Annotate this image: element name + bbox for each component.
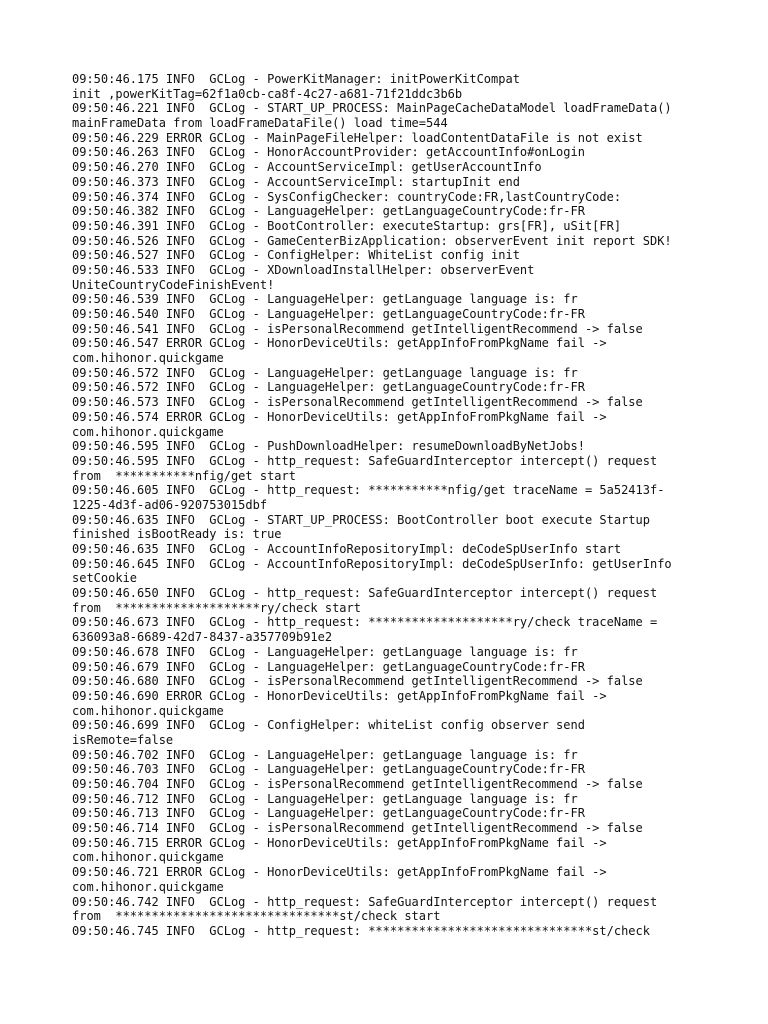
log-line: 09:50:46.574 ERROR GCLog - HonorDeviceUtils: getAppInfoFromPkgName fail -> <box>72 409 607 424</box>
log-line: 09:50:46.712 INFO GCLog - LanguageHelper: getLanguage language is: fr <box>72 791 578 806</box>
log-line: 09:50:46.702 INFO GCLog - LanguageHelper: getLanguage language is: fr <box>72 747 578 762</box>
log-line: 09:50:46.690 ERROR GCLog - HonorDeviceUtils: getAppInfoFromPkgName fail -> <box>72 688 607 703</box>
log-line: com.hihonor.quickgame <box>72 703 224 718</box>
log-line: 09:50:46.374 INFO GCLog - SysConfigChecker: countryCode:FR,lastCountryCode: <box>72 189 622 204</box>
log-line: 09:50:46.263 INFO GCLog - HonorAccountProvider: getAccountInfo#onLogin <box>72 145 585 160</box>
log-line: from ***********nfig/get start <box>72 468 296 483</box>
log-line: 09:50:46.673 INFO GCLog - http_request: ********************ry/check traceName = <box>72 615 658 630</box>
log-line: 09:50:46.572 INFO GCLog - LanguageHelper: getLanguage language is: fr <box>72 365 578 380</box>
log-line: 09:50:46.745 INFO GCLog - http_request: *******************************st/check <box>72 923 650 938</box>
log-line: 09:50:46.221 INFO GCLog - START_UP_PROCESS: MainPageCacheDataModel loadFrameData() <box>72 101 672 116</box>
log-line: com.hihonor.quickgame <box>72 424 224 439</box>
log-line: 09:50:46.595 INFO GCLog - http_request: SafeGuardInterceptor intercept() request <box>72 453 658 468</box>
log-line: 09:50:46.713 INFO GCLog - LanguageHelper: getLanguageCountryCode:fr-FR <box>72 806 585 821</box>
log-line: 09:50:46.391 INFO GCLog - BootController: executeStartup: grs[FR], uSit[FR] <box>72 218 622 233</box>
log-line: from ********************ry/check start <box>72 600 361 615</box>
log-line: 09:50:46.595 INFO GCLog - PushDownloadHelper: resumeDownloadByNetJobs! <box>72 439 585 454</box>
log-line: 09:50:46.270 INFO GCLog - AccountServiceImpl: getUserAccountInfo <box>72 160 542 175</box>
log-line: 09:50:46.715 ERROR GCLog - HonorDeviceUtils: getAppInfoFromPkgName fail -> <box>72 835 607 850</box>
log-line: 09:50:46.382 INFO GCLog - LanguageHelper: getLanguageCountryCode:fr-FR <box>72 204 585 219</box>
log-line: 09:50:46.703 INFO GCLog - LanguageHelper: getLanguageCountryCode:fr-FR <box>72 762 585 777</box>
log-line: com.hihonor.quickgame <box>72 879 224 894</box>
log-line: 09:50:46.573 INFO GCLog - isPersonalRecommend getIntelligentRecommend -> false <box>72 395 643 410</box>
log-line: 09:50:46.704 INFO GCLog - isPersonalRecommend getIntelligentRecommend -> false <box>72 777 643 791</box>
log-line: UniteCountryCodeFinishEvent! <box>72 277 275 292</box>
log-line: 09:50:46.175 INFO GCLog - PowerKitManager: initPowerKitCompat <box>72 72 520 86</box>
log-line: 09:50:46.635 INFO GCLog - START_UP_PROCESS: BootController boot execute Startup <box>72 512 650 527</box>
log-line: 09:50:46.679 INFO GCLog - LanguageHelper: getLanguageCountryCode:fr-FR <box>72 659 585 674</box>
log-line: com.hihonor.quickgame <box>72 351 224 366</box>
log-line: 09:50:46.373 INFO GCLog - AccountServiceImpl: startupInit end <box>72 174 520 189</box>
log-line: 09:50:46.229 ERROR GCLog - MainPageFileHelper: loadContentDataFile is not exist <box>72 130 643 145</box>
log-line: 09:50:46.526 INFO GCLog - GameCenterBizApplication: observerEvent init report SDK! <box>72 233 672 248</box>
log-line: 09:50:46.540 INFO GCLog - LanguageHelper: getLanguageCountryCode:fr-FR <box>72 307 585 321</box>
log-line: 09:50:46.541 INFO GCLog - isPersonalRecommend getIntelligentRecommend -> false <box>72 321 643 336</box>
log-line: from *******************************st/check start <box>72 909 441 924</box>
log-line: isRemote=false <box>72 732 174 747</box>
log-text-page <box>72 72 712 939</box>
log-line: 09:50:46.714 INFO GCLog - isPersonalRecommend getIntelligentRecommend -> false <box>72 821 643 836</box>
log-line: 09:50:46.699 INFO GCLog - ConfigHelper: whiteList config observer send <box>72 718 585 733</box>
log-line: 09:50:46.678 INFO GCLog - LanguageHelper: getLanguage language is: fr <box>72 644 578 659</box>
log-line: 09:50:46.605 INFO GCLog - http_request: ***********nfig/get traceName = 5a52413f- <box>72 483 665 498</box>
log-line: com.hihonor.quickgame <box>72 850 224 865</box>
log-line: finished isBootReady is: true <box>72 527 282 542</box>
log-line: 09:50:46.742 INFO GCLog - http_request: SafeGuardInterceptor intercept() request <box>72 894 658 909</box>
log-line: 636093a8-6689-42d7-8437-a357709b91e2 <box>72 630 333 645</box>
log-line: 09:50:46.539 INFO GCLog - LanguageHelper: getLanguage language is: fr <box>72 292 578 307</box>
log-line: 09:50:46.721 ERROR GCLog - HonorDeviceUtils: getAppInfoFromPkgName fail -> <box>72 865 607 880</box>
log-line: 09:50:46.650 INFO GCLog - http_request: SafeGuardInterceptor intercept() request <box>72 586 658 601</box>
log-line: mainFrameData from loadFrameDataFile() load time=544 <box>72 116 448 131</box>
log-line: 09:50:46.645 INFO GCLog - AccountInfoRepositoryImpl: deCodeSpUserInfo: getUserInfo <box>72 556 672 571</box>
log-line: 09:50:46.572 INFO GCLog - LanguageHelper: getLanguageCountryCode:fr-FR <box>72 380 585 395</box>
log-line: 09:50:46.533 INFO GCLog - XDownloadInstallHelper: observerEvent <box>72 262 535 277</box>
log-line: 09:50:46.547 ERROR GCLog - HonorDeviceUtils: getAppInfoFromPkgName fail -> <box>72 336 607 351</box>
log-line: setCookie <box>72 571 138 586</box>
log-line: 09:50:46.527 INFO GCLog - ConfigHelper: WhiteList config init <box>72 248 520 263</box>
log-line: 1225-4d3f-ad06-920753015dbf <box>72 497 268 512</box>
log-line: 09:50:46.680 INFO GCLog - isPersonalRecommend getIntelligentRecommend -> false <box>72 674 643 689</box>
log-line: init ,powerKitTag=62f1a0cb-ca8f-4c27-a681-71f21ddc3b6b <box>72 86 463 101</box>
log-line: 09:50:46.635 INFO GCLog - AccountInfoRepositoryImpl: deCodeSpUserInfo start <box>72 542 622 556</box>
